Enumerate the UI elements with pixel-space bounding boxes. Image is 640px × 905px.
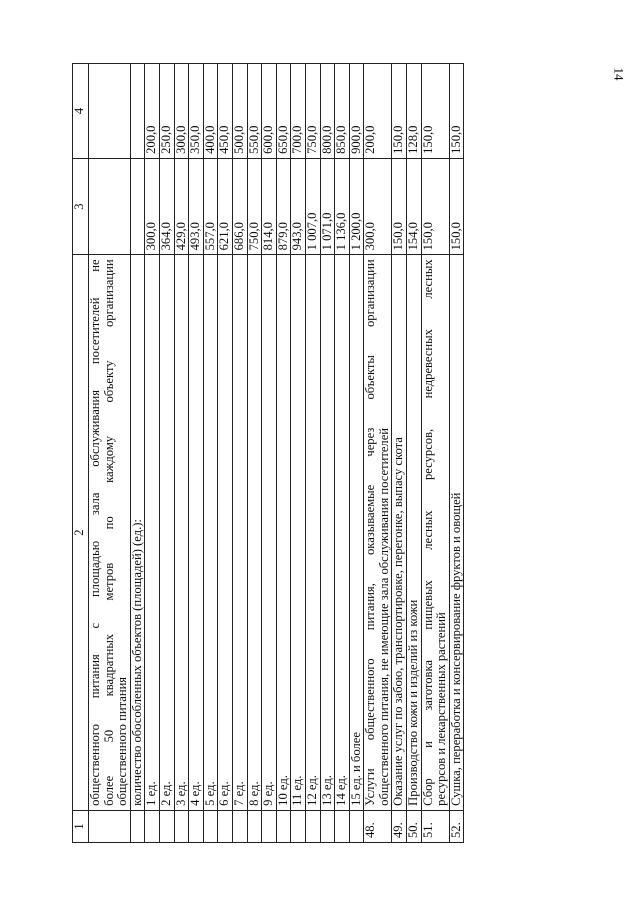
value-cell: 493,0 bbox=[189, 158, 204, 255]
table-row bbox=[262, 64, 277, 843]
item-number-cell: 51. bbox=[421, 810, 449, 842]
description-line: Оказание услуг по забою, транспортировке, перегонке, выпасу скота bbox=[391, 437, 406, 806]
quantity-label-cell: 3 ед. bbox=[174, 255, 189, 810]
item-rows bbox=[364, 64, 464, 843]
value-cell: 850,0 bbox=[335, 64, 350, 159]
value-cell: 364,0 bbox=[159, 158, 174, 255]
page-number: 14 bbox=[611, 67, 627, 81]
table-row bbox=[203, 64, 218, 843]
value-cell: 800,0 bbox=[320, 64, 335, 159]
value-cell: 750,0 bbox=[305, 64, 320, 159]
table-row bbox=[449, 64, 464, 843]
value-cell bbox=[89, 64, 131, 159]
value-cell: 686,0 bbox=[232, 158, 247, 255]
table-row bbox=[174, 64, 189, 843]
num-cell bbox=[247, 810, 262, 842]
num-cell bbox=[262, 810, 277, 842]
value-cell: 150,0 bbox=[449, 158, 464, 255]
num-cell bbox=[232, 810, 247, 842]
header-cell: 1 bbox=[73, 810, 89, 842]
table-row bbox=[364, 64, 392, 843]
header-cell: 2 bbox=[73, 255, 89, 810]
num-cell bbox=[276, 810, 291, 842]
value-cell: 250,0 bbox=[159, 64, 174, 159]
value-cell: 400,0 bbox=[203, 64, 218, 159]
quantity-label-cell: 2 ед. bbox=[159, 255, 174, 810]
value-cell: 1 071,0 bbox=[320, 158, 335, 255]
description-line: общественного питания, не имеющие зала обслуживания посетителей bbox=[376, 427, 391, 806]
value-cell: 943,0 bbox=[291, 158, 306, 255]
value-cell: 200,0 bbox=[364, 64, 392, 159]
tariff-table bbox=[72, 63, 464, 843]
value-cell: 1 007,0 bbox=[305, 158, 320, 255]
quantity-label-cell: 12 ед. bbox=[305, 255, 320, 810]
item-number-cell: 50. bbox=[407, 810, 422, 842]
description-cell bbox=[449, 255, 464, 810]
value-cell: 900,0 bbox=[349, 64, 364, 159]
quantity-label-cell: 14 ед. bbox=[335, 255, 350, 810]
quantity-label-cell: 10 ед. bbox=[276, 255, 291, 810]
value-cell: 1 136,0 bbox=[335, 158, 350, 255]
table-row bbox=[145, 64, 160, 843]
rotated-table-container bbox=[72, 63, 549, 843]
value-cell: 300,0 bbox=[364, 158, 392, 255]
num-cell bbox=[349, 810, 364, 842]
header-cell: 3 bbox=[73, 158, 89, 255]
value-cell: 429,0 bbox=[174, 158, 189, 255]
intro-row bbox=[89, 64, 131, 843]
description-line: общественного питания с площадью зала обслуживания посетителей не bbox=[88, 259, 102, 806]
value-cell: 154,0 bbox=[407, 158, 422, 255]
value-cell: 150,0 bbox=[449, 64, 464, 159]
quantity-label-row bbox=[130, 64, 145, 843]
value-cell: 450,0 bbox=[218, 64, 233, 159]
value-cell: 300,0 bbox=[174, 64, 189, 159]
num-cell bbox=[174, 810, 189, 842]
description-line: Сбор и заготовка пищевых лесных ресурсов, недревесных лесных bbox=[420, 259, 435, 806]
value-cell: 557,0 bbox=[203, 158, 218, 255]
value-cell bbox=[130, 158, 145, 255]
value-cell: 128,0 bbox=[407, 64, 422, 159]
quantity-label-cell: 4 ед. bbox=[189, 255, 204, 810]
table-row bbox=[305, 64, 320, 843]
description-cell bbox=[421, 255, 449, 810]
value-cell: 550,0 bbox=[247, 64, 262, 159]
table-row bbox=[392, 64, 407, 843]
description-line: более 50 квадратных метров по каждому объекту организации bbox=[101, 259, 116, 806]
value-cell: 500,0 bbox=[232, 64, 247, 159]
item-number-cell: 49. bbox=[392, 810, 407, 842]
value-cell: 150,0 bbox=[392, 64, 407, 159]
value-cell: 150,0 bbox=[392, 158, 407, 255]
value-cell bbox=[89, 158, 131, 255]
quantity-label-cell: 6 ед. bbox=[218, 255, 233, 810]
table-row bbox=[421, 64, 449, 843]
table-row bbox=[291, 64, 306, 843]
item-number-cell: 52. bbox=[449, 810, 464, 842]
value-cell: 700,0 bbox=[291, 64, 306, 159]
value-cell: 814,0 bbox=[262, 158, 277, 255]
description-line: Производство кожи и изделий из кожи bbox=[406, 599, 421, 806]
value-cell: 350,0 bbox=[189, 64, 204, 159]
table-row bbox=[276, 64, 291, 843]
description-cell bbox=[392, 255, 407, 810]
num-cell bbox=[130, 810, 145, 842]
quantity-label-cell: 7 ед. bbox=[232, 255, 247, 810]
num-cell bbox=[305, 810, 320, 842]
quantity-label-cell: 5 ед. bbox=[203, 255, 218, 810]
num-cell bbox=[291, 810, 306, 842]
description-cell bbox=[407, 255, 422, 810]
description-cell bbox=[89, 255, 131, 810]
description-line: ресурсов и лекарственных растений bbox=[434, 612, 449, 806]
table-header-row bbox=[73, 64, 89, 843]
table-row bbox=[218, 64, 233, 843]
num-cell bbox=[145, 810, 160, 842]
quantity-label: количество обособленных объектов (площадей) (ед.): bbox=[130, 255, 145, 810]
num-cell bbox=[89, 810, 131, 842]
quantity-rows bbox=[145, 64, 364, 843]
table-row bbox=[232, 64, 247, 843]
quantity-label-cell: 1 ед. bbox=[145, 255, 160, 810]
table-row bbox=[159, 64, 174, 843]
table-row bbox=[320, 64, 335, 843]
table-row bbox=[189, 64, 204, 843]
value-cell: 621,0 bbox=[218, 158, 233, 255]
value-cell: 750,0 bbox=[247, 158, 262, 255]
num-cell bbox=[159, 810, 174, 842]
num-cell bbox=[203, 810, 218, 842]
quantity-label-cell: 11 ед. bbox=[291, 255, 306, 810]
value-cell: 150,0 bbox=[421, 158, 449, 255]
header-cell: 4 bbox=[73, 64, 89, 159]
table-row bbox=[407, 64, 422, 843]
value-cell: 1 200,0 bbox=[349, 158, 364, 255]
description-line: Услуги общественного питания, оказываемые через объекты организации bbox=[363, 259, 378, 806]
value-cell: 600,0 bbox=[262, 64, 277, 159]
num-cell bbox=[335, 810, 350, 842]
description-line: Сушка, переработка и консервирование фруктов и овощей bbox=[448, 492, 463, 806]
table-row bbox=[247, 64, 262, 843]
table-row bbox=[335, 64, 350, 843]
quantity-label-cell: 15 ед. и более bbox=[349, 255, 364, 810]
quantity-label-cell: 8 ед. bbox=[247, 255, 262, 810]
table-row bbox=[349, 64, 364, 843]
value-cell: 200,0 bbox=[145, 64, 160, 159]
item-number-cell: 48. bbox=[364, 810, 392, 842]
quantity-label-cell: 9 ед. bbox=[262, 255, 277, 810]
value-cell: 879,0 bbox=[276, 158, 291, 255]
num-cell bbox=[320, 810, 335, 842]
value-cell bbox=[130, 64, 145, 159]
quantity-label-cell: 13 ед. bbox=[320, 255, 335, 810]
value-cell: 300,0 bbox=[145, 158, 160, 255]
value-cell: 150,0 bbox=[421, 64, 449, 159]
num-cell bbox=[218, 810, 233, 842]
description-cell bbox=[364, 255, 392, 810]
num-cell bbox=[189, 810, 204, 842]
description-line: общественного питания bbox=[115, 676, 130, 806]
value-cell: 650,0 bbox=[276, 64, 291, 159]
